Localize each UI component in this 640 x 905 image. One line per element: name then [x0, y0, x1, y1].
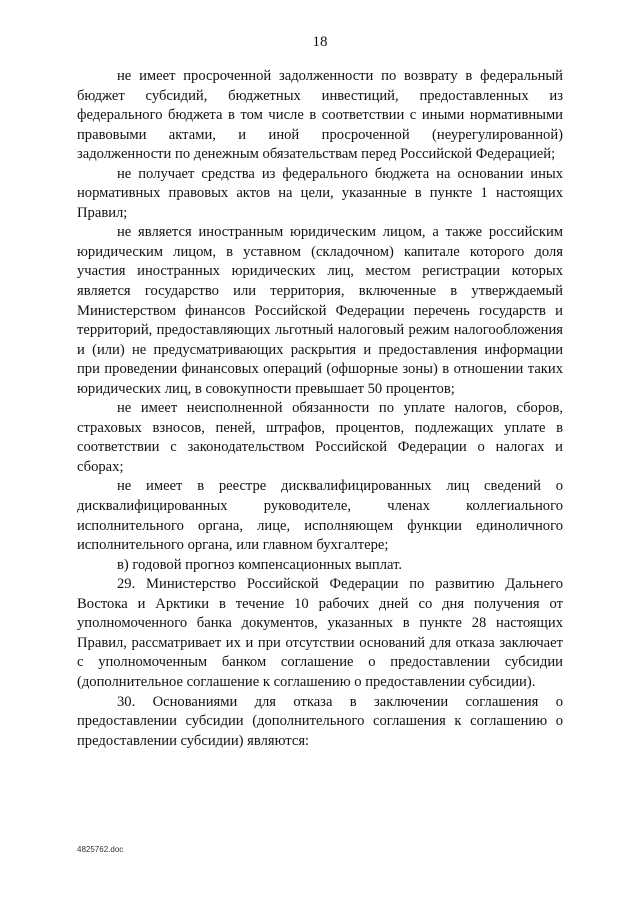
document-body: [77, 67, 563, 751]
paragraph-no-tax-arrears: не имеет неисполненной обязанности по уплате налогов, сборов, страховых взносов, пеней, штрафов, процентов, подлежащих уплате в соответствии с законодательством Российской Федерации о налогах и сборах;: [77, 400, 563, 475]
footer-file-name: 4825762.doc: [77, 845, 124, 854]
paragraph-clause-29: 29. Министерство Российской Федерации по развитию Дальнего Востока и Арктики в течение 10 рабочих дней со дня получения от уполномоченного банка документов, указанных в пункте 28 настоящих Правил, рассматривает их и при отсутствии оснований для отказа заключает с уполномоченным банком соглашение о предоставлении субсидии (дополнительное соглашение к соглашению о предоставлении субсидии).: [77, 576, 563, 690]
paragraph-annual-forecast: в) годовой прогноз компенсационных выплат.: [117, 556, 403, 573]
paragraph-not-foreign-entity: не является иностранным юридическим лицом, а также российским юридическим лицом, в уставном (складочном) капитале которого доля участия иностранных юридических лиц, местом регистрации которых является государство или территория, включенные в утверждаемый Министерством финансов Российской Федерации перечень государств и территорий, предоставляющих льготный налоговый режим налогообложения и (или) не предусматривающих раскрытия и предоставления информации при проведении финансовых операций (офшорные зоны) в отношении таких юридических лиц, в совокупности превышает 50 процентов;: [77, 224, 563, 397]
page-number: 18: [312, 34, 328, 50]
paragraph-no-other-funding: не получает средства из федерального бюджета на основании иных нормативных правовых актов на цели, указанные в пункте 1 настоящих Правил;: [77, 165, 563, 221]
paragraph-no-disqualified-persons: не имеет в реестре дисквалифицированных лиц сведений о дисквалифицированных руководителе, членах коллегиального исполнительного органа, лице, исполняющем функции единоличного исполнительного органа, или главном бухгалтере;: [77, 478, 563, 554]
paragraph-clause-30: 30. Основаниями для отказа в заключении соглашения о предоставлении субсидии (дополнительного соглашения к соглашению о предоставлении субсидии) являются:: [77, 693, 563, 749]
paragraph-no-overdue-debt: не имеет просроченной задолженности по возврату в федеральный бюджет субсидий, бюджетных инвестиций, предоставленных из федерального бюджета в том числе в соответствии с иными нормативными правовыми актами, и иной просроченной (неурегулированной) задолженности по денежным обязательствам перед Российской Федерацией;: [77, 68, 563, 163]
